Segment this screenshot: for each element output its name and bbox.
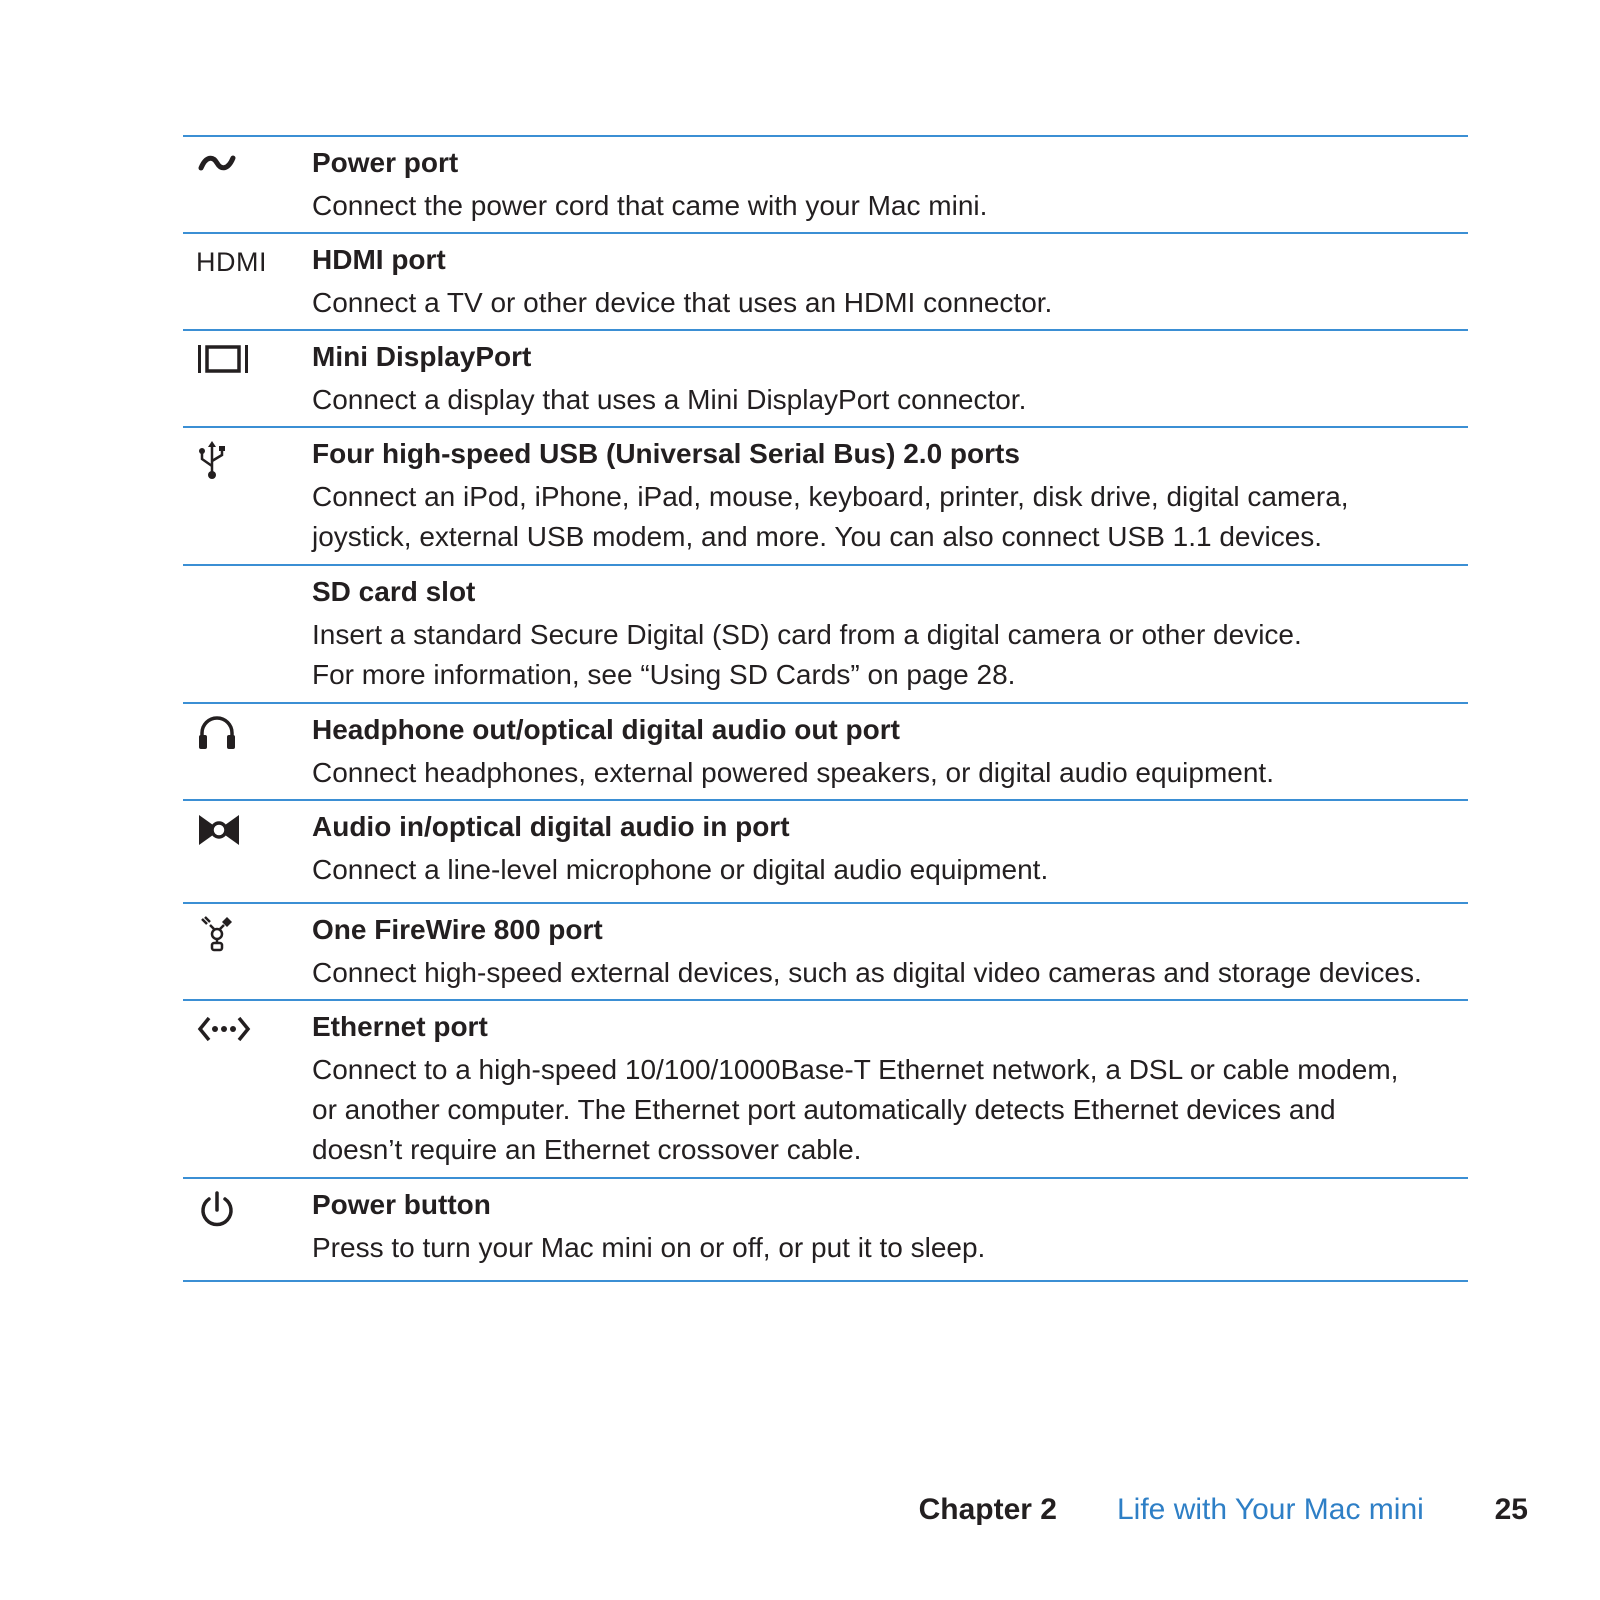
port-title: Power port xyxy=(312,147,459,178)
port-list xyxy=(183,135,1468,1282)
port-description: Press to turn your Mac mini on or off, or put it to sleep. xyxy=(312,1232,986,1263)
port-text xyxy=(312,713,1468,788)
port-row-firewire xyxy=(183,904,1468,1001)
port-description: Connect an iPod, iPhone, iPad, mouse, keyboard, printer, disk drive, digital camera, xyxy=(312,481,1349,512)
icon-cell xyxy=(183,340,312,415)
audio-in-icon xyxy=(197,812,241,848)
mini-displayport-icon xyxy=(197,342,251,376)
icon-cell xyxy=(183,1188,312,1269)
port-title: One FireWire 800 port xyxy=(312,914,603,945)
port-row-headphone xyxy=(183,704,1468,801)
icon-cell xyxy=(183,810,312,891)
port-description: Connect a TV or other device that uses an HDMI connector. xyxy=(312,287,1053,318)
icon-cell xyxy=(183,1010,312,1166)
port-description: doesn’t require an Ethernet crossover cable. xyxy=(312,1134,862,1165)
port-description: Connect high-speed external devices, such as digital video cameras and storage devices. xyxy=(312,957,1422,988)
icon-cell xyxy=(183,575,312,691)
port-text xyxy=(312,243,1468,318)
port-title: Power button xyxy=(312,1189,491,1220)
icon-cell xyxy=(183,437,312,553)
port-description: Connect a display that uses a Mini DisplayPort connector. xyxy=(312,384,1027,415)
icon-cell xyxy=(183,913,312,988)
port-description: Connect the power cord that came with your Mac mini. xyxy=(312,190,988,221)
icon-cell xyxy=(183,146,312,221)
port-text xyxy=(312,1010,1468,1166)
page-footer xyxy=(0,1493,1600,1533)
port-text xyxy=(312,913,1468,988)
port-row-power xyxy=(183,137,1468,234)
port-row-hdmi xyxy=(183,234,1468,331)
port-row-sd-card xyxy=(183,566,1468,704)
port-title: SD card slot xyxy=(312,576,476,607)
port-text xyxy=(312,1188,1468,1269)
port-title: Four high-speed USB (Universal Serial Bus) 2.0 ports xyxy=(312,438,1020,469)
port-description: or another computer. The Ethernet port automatically detects Ethernet devices and xyxy=(312,1094,1336,1125)
chapter-title: Life with Your Mac mini xyxy=(1117,1493,1424,1526)
port-row-usb xyxy=(183,428,1468,566)
power-button-icon xyxy=(197,1190,237,1230)
port-title: HDMI port xyxy=(312,244,446,275)
port-title: Audio in/optical digital audio in port xyxy=(312,811,790,842)
page-number: 25 xyxy=(1494,1493,1528,1526)
port-description: joystick, external USB modem, and more. You can also connect USB 1.1 devices. xyxy=(312,521,1323,552)
port-title: Headphone out/optical digital audio out port xyxy=(312,714,900,745)
port-title: Mini DisplayPort xyxy=(312,341,532,372)
hdmi-icon: HDMI xyxy=(196,247,267,277)
port-row-ethernet xyxy=(183,1001,1468,1179)
firewire-icon xyxy=(197,915,237,955)
port-row-mini-displayport xyxy=(183,331,1468,428)
port-description: Insert a standard Secure Digital (SD) card from a digital camera or other device. xyxy=(312,619,1302,650)
port-description: Connect a line-level microphone or digital audio equipment. xyxy=(312,854,1049,885)
port-row-power-button xyxy=(183,1179,1468,1282)
port-text xyxy=(312,340,1468,415)
usb-icon xyxy=(197,439,227,481)
headphone-icon xyxy=(197,715,237,751)
port-text xyxy=(312,810,1468,891)
port-row-audio-in xyxy=(183,801,1468,904)
port-text xyxy=(312,575,1468,691)
port-text xyxy=(312,437,1468,553)
port-title: Ethernet port xyxy=(312,1011,488,1042)
power-port-icon xyxy=(197,148,237,178)
port-description: For more information, see “Using SD Cards” on page 28. xyxy=(312,659,1016,690)
port-text xyxy=(312,146,1468,221)
port-description: Connect to a high-speed 10/100/1000Base-T Ethernet network, a DSL or cable modem, xyxy=(312,1054,1399,1085)
chapter-label: Chapter 2 xyxy=(918,1493,1057,1526)
port-description: Connect headphones, external powered speakers, or digital audio equipment. xyxy=(312,757,1274,788)
icon-cell xyxy=(183,713,312,788)
ethernet-icon xyxy=(197,1012,251,1046)
icon-cell xyxy=(183,243,312,318)
